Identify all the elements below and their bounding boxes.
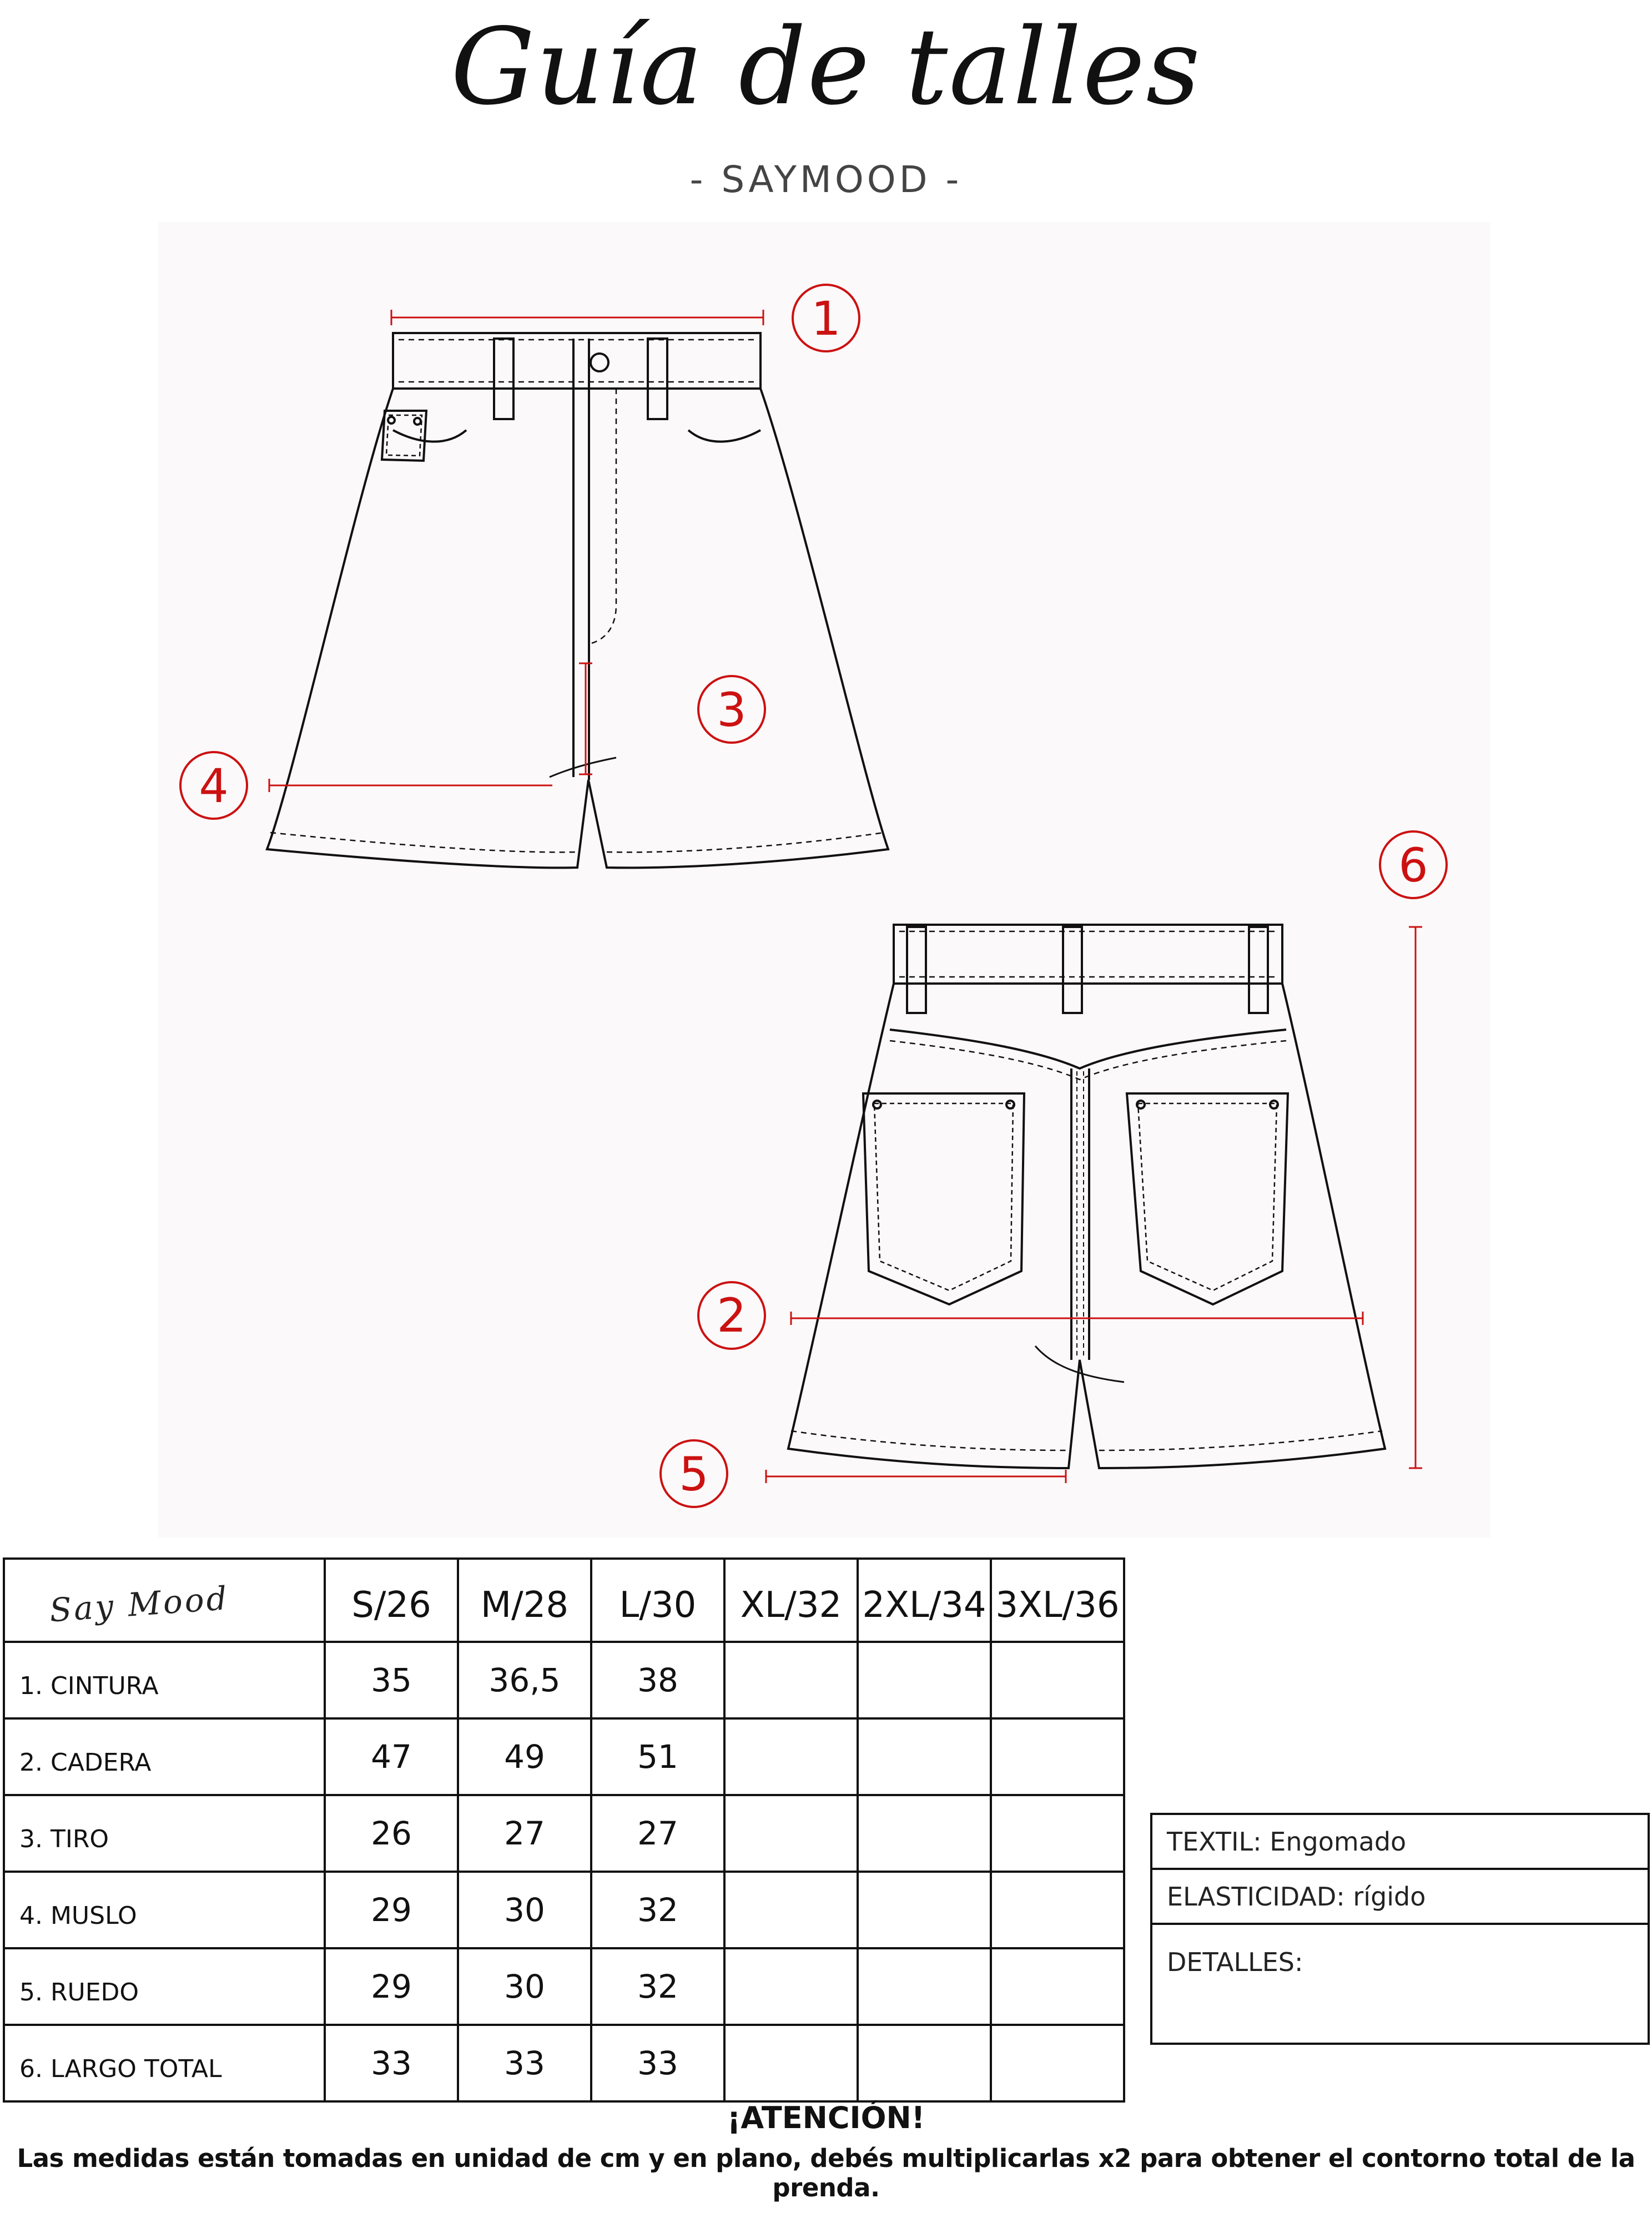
measure-cell: 47	[325, 1718, 458, 1795]
measure-cell: 32	[591, 1948, 724, 2025]
measure-cell: 29	[325, 1948, 458, 2025]
garment-drawing-panel	[158, 222, 1490, 1537]
measure-cell	[858, 1642, 991, 1718]
measure-cell: 51	[591, 1718, 724, 1795]
measure-cell	[724, 1872, 858, 1948]
measure-cell	[724, 1718, 858, 1795]
marker-3: 3	[717, 683, 747, 737]
measure-cell: 33	[591, 2025, 724, 2101]
measure-cell: 33	[325, 2025, 458, 2101]
brand-signature: Say Mood	[48, 1579, 230, 1630]
fabric-detalles: DETALLES:	[1151, 1924, 1649, 2044]
measure-cell	[991, 2025, 1124, 2101]
marker-2: 2	[717, 1288, 747, 1343]
row-label: 6. LARGO TOTAL	[4, 2025, 325, 2101]
row-label: 1. CINTURA	[4, 1642, 325, 1718]
table-row	[4, 1948, 1124, 2025]
marker-5: 5	[679, 1447, 709, 1501]
measure-cell: 30	[458, 1948, 591, 2025]
size-header: L/30	[591, 1559, 724, 1642]
measure-cell	[858, 1948, 991, 2025]
shorts-technical-drawing	[158, 222, 1490, 1537]
measure-cell	[991, 1948, 1124, 2025]
measure-cell: 49	[458, 1718, 591, 1795]
row-label: 3. TIRO	[4, 1795, 325, 1872]
measure-cell: 35	[325, 1642, 458, 1718]
measure-cell: 27	[591, 1795, 724, 1872]
marker-4: 4	[199, 759, 229, 813]
attention-heading: ¡ATENCIÓN!	[727, 2100, 925, 2135]
table-row	[4, 1718, 1124, 1795]
attention-text: Las medidas están tomadas en unidad de cm y en plano, debés multiplicarlas x2 para obtener el contorno total de la prenda.	[17, 2144, 1635, 2202]
measure-cell	[858, 1872, 991, 1948]
size-header: 3XL/36	[991, 1559, 1124, 1642]
fabric-info-table	[1150, 1813, 1650, 2045]
row-label: 5. RUEDO	[4, 1948, 325, 2025]
measure-cell	[724, 1642, 858, 1718]
measure-cell: 33	[458, 2025, 591, 2101]
measure-cell	[858, 1718, 991, 1795]
measure-cell	[858, 2025, 991, 2101]
marker-6: 6	[1398, 838, 1428, 893]
brand-subtitle: - SAYMOOD -	[689, 158, 963, 201]
measurement-markers	[180, 285, 1447, 1507]
measure-cell: 32	[591, 1872, 724, 1948]
fabric-textil: TEXTIL: Engomado	[1151, 1814, 1649, 1869]
page-title: Guía de talles	[450, 6, 1202, 128]
measure-cell	[724, 1948, 858, 2025]
row-label: 2. CADERA	[4, 1718, 325, 1795]
size-header: XL/32	[724, 1559, 858, 1642]
size-header: S/26	[325, 1559, 458, 1642]
row-label: 4. MUSLO	[4, 1872, 325, 1948]
size-header: 2XL/34	[858, 1559, 991, 1642]
measurement-lines	[269, 310, 1422, 1483]
size-header: M/28	[458, 1559, 591, 1642]
back-shorts-drawing	[788, 925, 1385, 1468]
measure-cell	[991, 1642, 1124, 1718]
measure-cell	[724, 1795, 858, 1872]
table-row	[4, 1795, 1124, 1872]
measure-cell: 38	[591, 1642, 724, 1718]
measure-cell	[991, 1795, 1124, 1872]
measure-cell: 27	[458, 1795, 591, 1872]
size-header-row	[4, 1559, 1124, 1642]
brand-signature-cell	[4, 1559, 325, 1642]
measure-cell	[991, 1872, 1124, 1948]
measure-cell: 36,5	[458, 1642, 591, 1718]
measure-cell	[724, 2025, 858, 2101]
measure-cell	[991, 1718, 1124, 1795]
fabric-elasticidad: ELASTICIDAD: rígido	[1151, 1869, 1649, 1924]
marker-1: 1	[811, 291, 841, 346]
measure-cell: 30	[458, 1872, 591, 1948]
size-chart-table	[3, 1557, 1125, 2103]
measure-cell	[858, 1795, 991, 1872]
table-row	[4, 2025, 1124, 2101]
marker-labels	[199, 291, 1428, 1501]
measure-cell: 26	[325, 1795, 458, 1872]
front-shorts-drawing	[267, 333, 888, 868]
measure-cell: 29	[325, 1872, 458, 1948]
table-row	[4, 1872, 1124, 1948]
table-row	[4, 1642, 1124, 1718]
